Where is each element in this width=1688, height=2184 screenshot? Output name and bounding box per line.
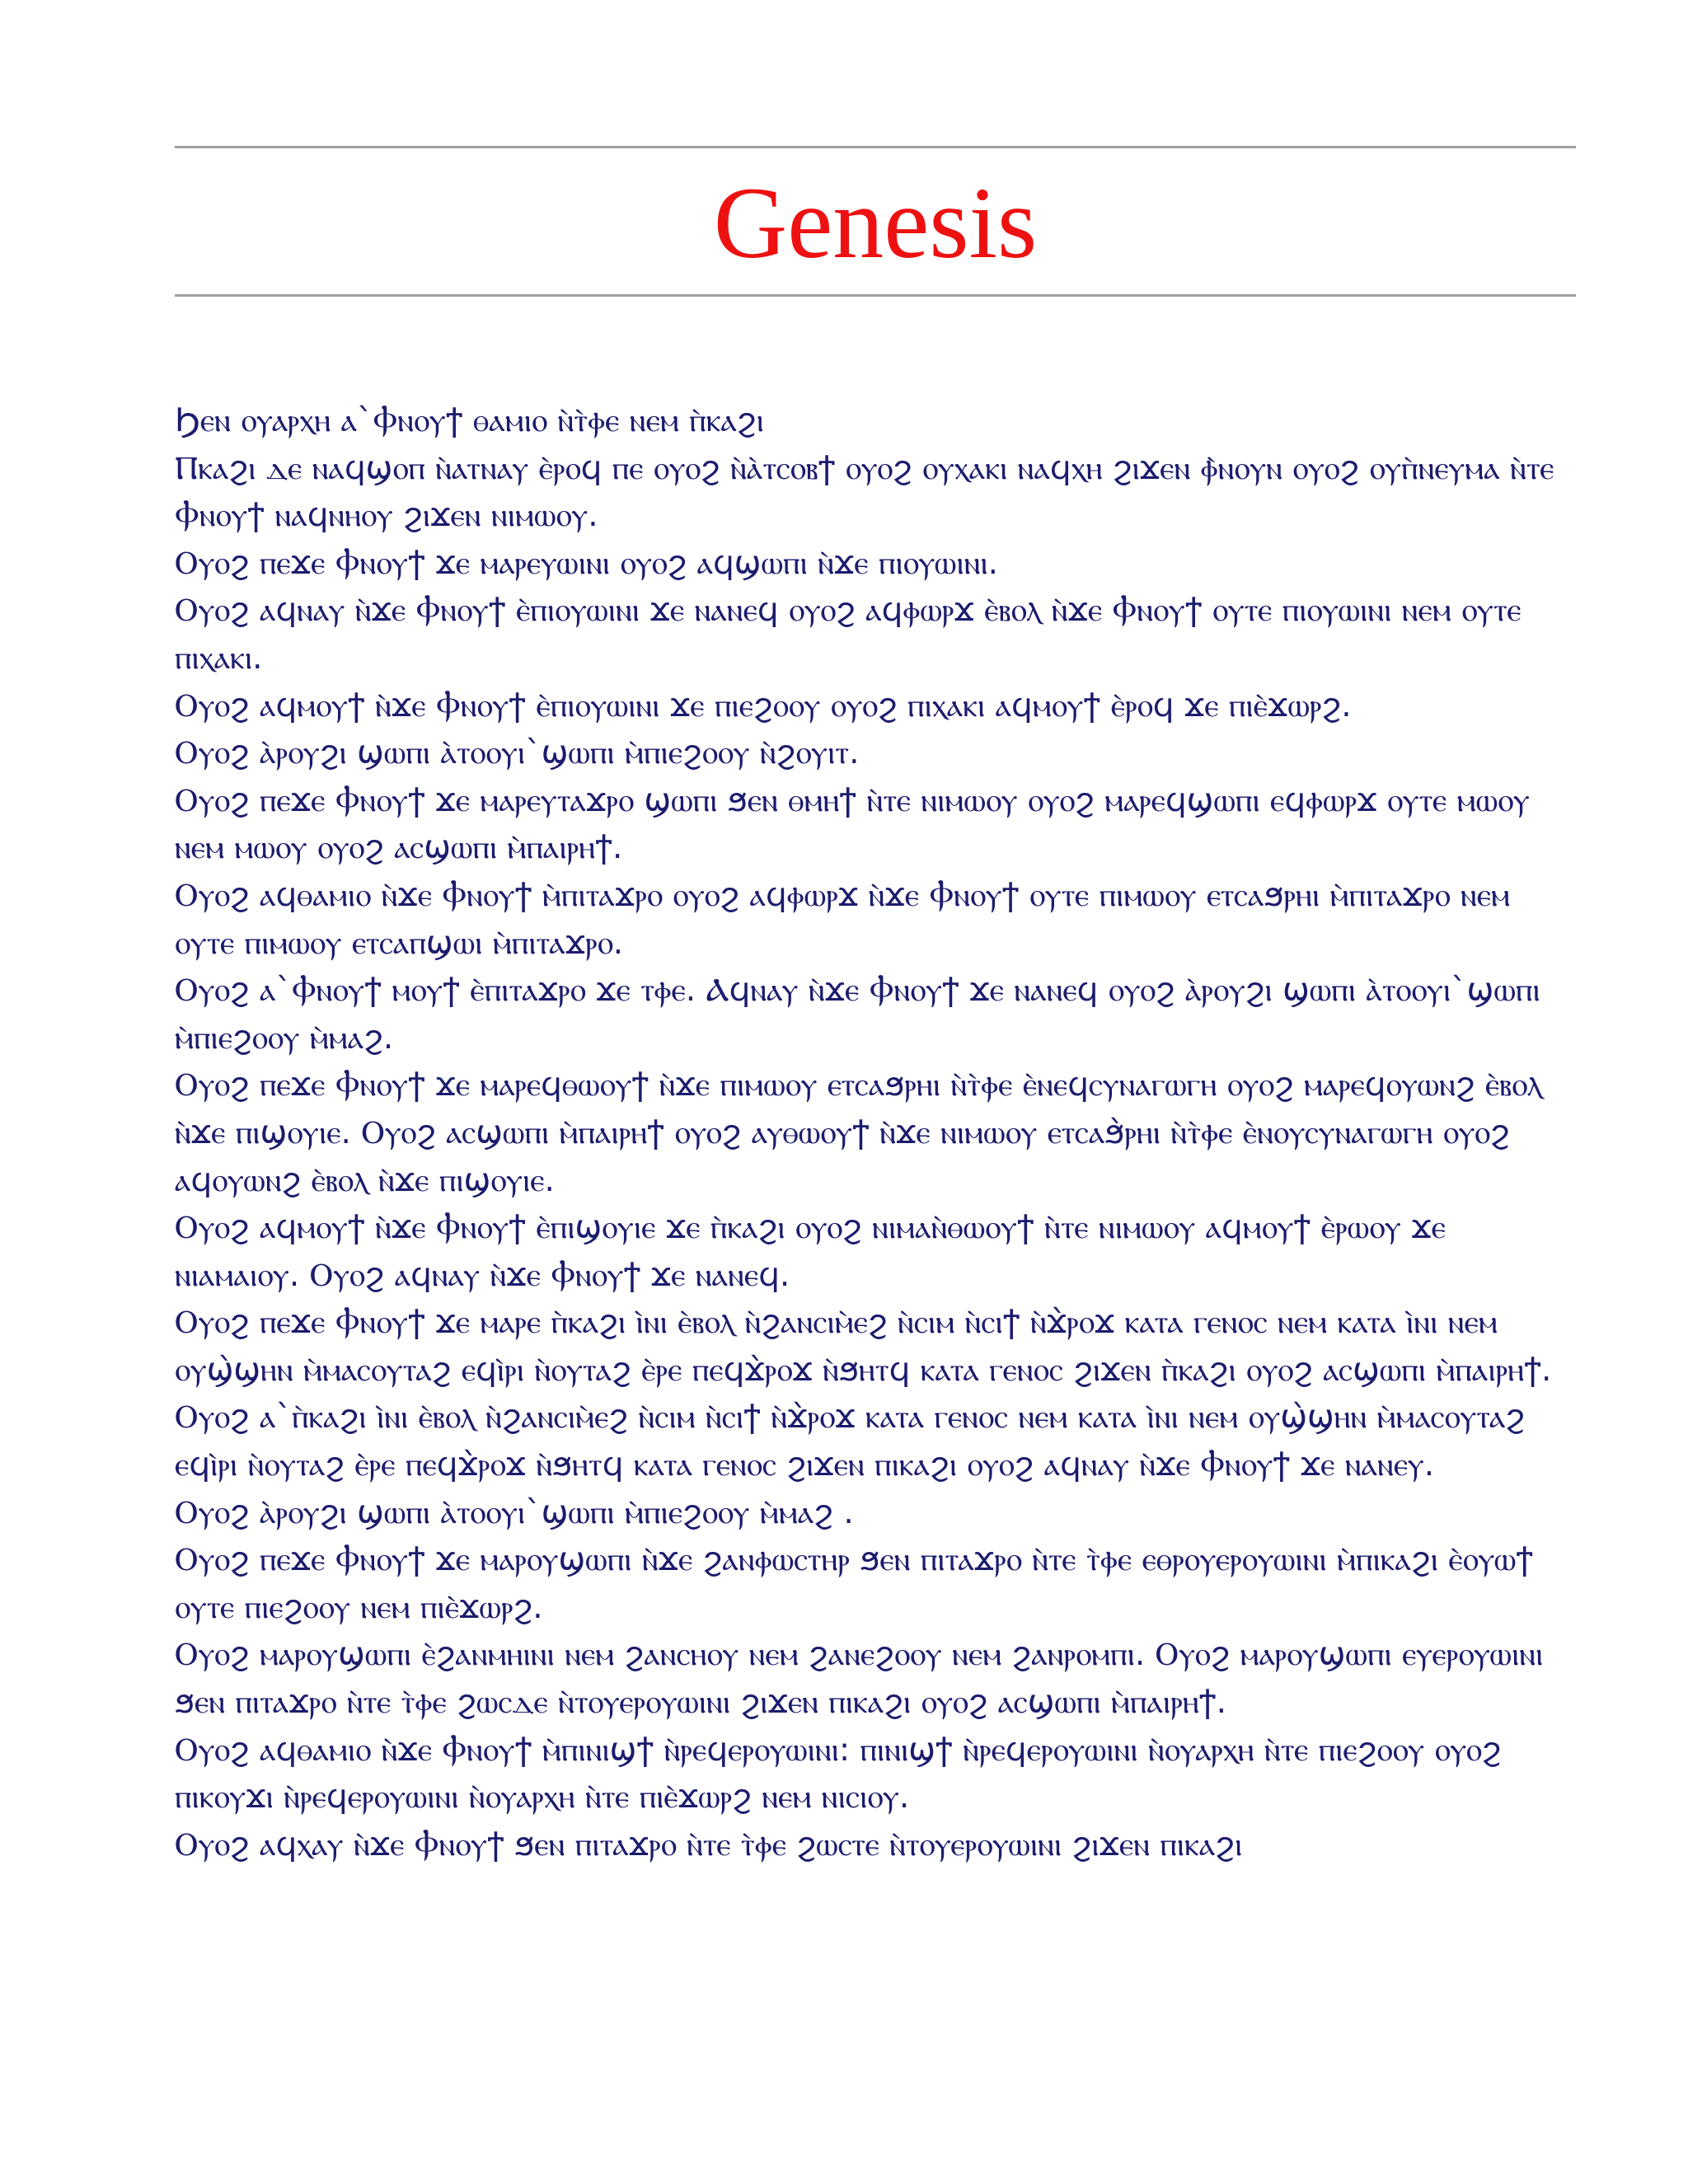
verse-12: Ⲟⲩⲟϩ ⲡⲉϫⲉ Ⲫⲛⲟⲩϯ ϫⲉ ⲙⲁⲣⲉ ⲡ̀ⲕⲁϩⲓ ⲓ̀ⲛⲓ ⲉ̀ⲃⲟⲗ ⲛ̀ϩⲁⲛⲥⲓⲙ̀ⲉϩ ⲛ̀ⲥⲓⲙ ⲛ̀ⲥⲓϯ ⲛ̀ϫ̀ⲣⲟϫ ⲕⲁⲧⲁ ⲅⲉⲛⲟⲥ ⲛⲉⲙ ⲕⲁⲧⲁ ⲓ̀ⲛⲓ ⲛⲉⲙ ⲟⲩϣ̀ϣⲏⲛ ⲙ̀ⲙⲁⲥⲟⲩⲧⲁϩ ⲉϥⲓ̀ⲣⲓ ⲛ̀ⲟⲩⲧⲁϩ ⲉ̀ⲣⲉ ⲡⲉϥϫ̀ⲣⲟϫ ⲛ̀ϧⲏⲧϥ ⲕⲁⲧⲁ ⲅⲉⲛⲟⲥ ϩⲓϫⲉⲛ ⲡ̀ⲕⲁϩⲓ ⲟⲩⲟϩ ⲁⲥϣⲱⲡⲓ ⲙ̀ⲡⲁⲓⲣⲏϯ.	[175, 1304, 1552, 1389]
verse-14: Ⲟⲩⲟϩ ⲁ̀ⲣⲟⲩϩⲓ ϣⲱⲡⲓ ⲁ̀ⲧⲟⲟⲩⲓ`ϣⲱⲡⲓ ⲙ̀ⲡⲓⲉϩⲟⲟⲩ ⲙ̀ⲙⲁϩ .	[175, 1493, 854, 1531]
verse-13: Ⲟⲩⲟϩ ⲁ`ⲡ̀ⲕⲁϩⲓ ⲓ̀ⲛⲓ ⲉ̀ⲃⲟⲗ ⲛ̀ϩⲁⲛⲥⲓⲙ̀ⲉϩ ⲛ̀ⲥⲓⲙ ⲛ̀ⲥⲓϯ ⲛ̀ϫ̀ⲣⲟϫ ⲕⲁⲧⲁ ⲅⲉⲛⲟⲥ ⲛⲉⲙ ⲕⲁⲧⲁ ⲓ̀ⲛⲓ ⲛⲉⲙ ⲟⲩϣ̀ϣⲏⲛ ⲙ̀ⲙⲁⲥⲟⲩⲧⲁϩ ⲉϥⲓ̀ⲣⲓ ⲛ̀ⲟⲩⲧⲁϩ ⲉ̀ⲣⲉ ⲡⲉϥϫ̀ⲣⲟϫ ⲛ̀ϧⲏⲧϥ ⲕⲁⲧⲁ ⲅⲉⲛⲟⲥ ϩⲓϫⲉⲛ ⲡⲓⲕⲁϩⲓ ⲟⲩⲟϩ ⲁϥⲛⲁⲩ ⲛ̀ϫⲉ Ⲫⲛⲟⲩϯ ϫⲉ ⲛⲁⲛⲉⲩ.	[175, 1399, 1526, 1484]
verse-4: Ⲟⲩⲟϩ ⲁϥⲛⲁⲩ ⲛ̀ϫⲉ Ⲫⲛⲟⲩϯ ⲉ̀ⲡⲓⲟⲩⲱⲓⲛⲓ ϫⲉ ⲛⲁⲛⲉϥ ⲟⲩⲟϩ ⲁϥⲫⲱⲣϫ ⲉ̀ⲃⲟⲗ ⲛ̀ϫⲉ Ⲫⲛⲟⲩϯ ⲟⲩⲧⲉ ⲡⲓⲟⲩⲱⲓⲛⲓ ⲛⲉⲙ ⲟⲩⲧⲉ ⲡⲓⲭⲁⲕⲓ.	[175, 592, 1522, 677]
verse-1: Ϧⲉⲛ ⲟⲩⲁⲣⲭⲏ ⲁ`Ⲫⲛⲟⲩϯ ⲑⲁⲙⲓⲟ ⲛ̀ⲧ̀ⲫⲉ ⲛⲉⲙ ⲡ̀ⲕⲁϩⲓ	[175, 402, 764, 439]
verse-2: Ⲡⲕⲁϩⲓ ⲇⲉ ⲛⲁϥϣⲟⲡ ⲛ̀ⲁⲧⲛⲁⲩ ⲉ̀ⲣⲟϥ ⲡⲉ ⲟⲩⲟϩ ⲛ̀ⲁ̀ⲧⲥⲟⲃϯ ⲟⲩⲟϩ ⲟⲩⲭⲁⲕⲓ ⲛⲁϥⲭⲏ ϩⲓϫⲉⲛ ⲫ̀ⲛⲟⲩⲛ ⲟⲩⲟϩ ⲟⲩⲡ̀ⲛⲉⲩⲙⲁ ⲛ̀ⲧⲉ Ⲫⲛⲟⲩϯ ⲛⲁϥⲛⲏⲟⲩ ϩⲓϫⲉⲛ ⲛⲓⲙⲱⲟⲩ.	[175, 449, 1554, 535]
verse-6: Ⲟⲩⲟϩ ⲁ̀ⲣⲟⲩϩⲓ ϣⲱⲡⲓ ⲁ̀ⲧⲟⲟⲩⲓ`ϣⲱⲡⲓ ⲙ̀ⲡⲓⲉϩⲟⲟⲩ ⲛ̀ϩⲟⲩⲓⲧ.	[175, 734, 860, 772]
verse-11: Ⲟⲩⲟϩ ⲁϥⲙⲟⲩϯ ⲛ̀ϫⲉ Ⲫⲛⲟⲩϯ ⲉ̀ⲡⲓϣⲟⲩⲓⲉ ϫⲉ ⲡ̀ⲕⲁϩⲓ ⲟⲩⲟϩ ⲛⲓⲙⲁⲛ̀ⲑⲱⲟⲩϯ ⲛ̀ⲧⲉ ⲛⲓⲙⲱⲟⲩ ⲁϥⲙⲟⲩϯ ⲉ̀ⲣⲱⲟⲩ ϫⲉ ⲛⲓⲁⲙⲁⲓⲟⲩ. Ⲟⲩⲟϩ ⲁϥⲛⲁⲩ ⲛ̀ϫⲉ Ⲫⲛⲟⲩϯ ϫⲉ ⲛⲁⲛⲉϥ.	[175, 1209, 1446, 1294]
verse-7: Ⲟⲩⲟϩ ⲡⲉϫⲉ Ⲫⲛⲟⲩϯ ϫⲉ ⲙⲁⲣⲉⲩⲧⲁϫⲣⲟ ϣⲱⲡⲓ ϧⲉⲛ ⲑⲙⲏϯ ⲛ̀ⲧⲉ ⲛⲓⲙⲱⲟⲩ ⲟⲩⲟϩ ⲙⲁⲣⲉϥϣⲱⲡⲓ ⲉϥⲫⲱⲣϫ ⲟⲩⲧⲉ ⲙⲱⲟⲩ ⲛⲉⲙ ⲙⲱⲟⲩ ⲟⲩⲟϩ ⲁⲥϣⲱⲡⲓ ⲙ̀ⲡⲁⲓⲣⲏϯ.	[175, 781, 1530, 867]
verse-9: Ⲟⲩⲟϩ ⲁ`Ⲫⲛⲟⲩϯ ⲙⲟⲩϯ ⲉ̀ⲡⲓⲧⲁϫⲣⲟ ϫⲉ ⲧⲫⲉ. Ⲁϥⲛⲁⲩ ⲛ̀ϫⲉ Ⲫⲛⲟⲩϯ ϫⲉ ⲛⲁⲛⲉϥ ⲟⲩⲟϩ ⲁ̀ⲣⲟⲩϩⲓ ϣⲱⲡⲓ ⲁ̀ⲧⲟⲟⲩⲓ`ϣⲱⲡⲓ ⲙ̀ⲡⲓⲉϩⲟⲟⲩ ⲙ̀ⲙⲁϩ.	[175, 972, 1540, 1057]
verse-5: Ⲟⲩⲟϩ ⲁϥⲙⲟⲩϯ ⲛ̀ϫⲉ Ⲫⲛⲟⲩϯ ⲉ̀ⲡⲓⲟⲩⲱⲓⲛⲓ ϫⲉ ⲡⲓⲉϩⲟⲟⲩ ⲟⲩⲟϩ ⲡⲓⲭⲁⲕⲓ ⲁϥⲙⲟⲩϯ ⲉ̀ⲣⲟϥ ϫⲉ ⲡⲓⲉ̀ϫⲱⲣϩ.	[175, 687, 1352, 724]
top-divider	[175, 146, 1576, 148]
verse-17: Ⲟⲩⲟϩ ⲁϥⲑⲁⲙⲓⲟ ⲛ̀ϫⲉ Ⲫⲛⲟⲩϯ ⲙ̀ⲡⲓⲛⲓϣϯ ⲛ̀ⲣⲉϥⲉⲣⲟⲩⲱⲓⲛⲓ: ⲡⲓⲛⲓϣϯ ⲛ̀ⲣⲉϥⲉⲣⲟⲩⲱⲓⲛⲓ ⲛ̀ⲟⲩⲁⲣⲭⲏ ⲛ̀ⲧⲉ ⲡⲓⲉϩⲟⲟⲩ ⲟⲩⲟϩ ⲡⲓⲕⲟⲩϫⲓ ⲛ̀ⲣⲉϥⲉⲣⲟⲩⲱⲓⲛⲓ ⲛ̀ⲟⲩⲁⲣⲭⲏ ⲛ̀ⲧⲉ ⲡⲓⲉ̀ϫⲱⲣϩ ⲛⲉⲙ ⲛⲓⲥⲓⲟⲩ.	[175, 1731, 1502, 1816]
verse-3: Ⲟⲩⲟϩ ⲡⲉϫⲉ Ⲫⲛⲟⲩϯ ϫⲉ ⲙⲁⲣⲉⲩⲱⲓⲛⲓ ⲟⲩⲟϩ ⲁϥϣⲱⲡⲓ ⲛ̀ϫⲉ ⲡⲓⲟⲩⲱⲓⲛⲓ.	[175, 544, 999, 582]
page-title: Genesis	[713, 166, 1038, 279]
scripture-text	[175, 397, 1576, 1868]
verse-10: Ⲟⲩⲟϩ ⲡⲉϫⲉ Ⲫⲛⲟⲩϯ ϫⲉ ⲙⲁⲣⲉϥⲑⲱⲟⲩϯ ⲛ̀ϫⲉ ⲡⲓⲙⲱⲟⲩ ⲉⲧⲥⲁϧⲣⲏⲓ ⲛ̀ⲧ̀ⲫⲉ ⲉ̀ⲛⲉϥⲥⲩⲛⲁⲅⲱⲅⲏ ⲟⲩⲟϩ ⲙⲁⲣⲉϥⲟⲩⲱⲛϩ ⲉ̀ⲃⲟⲗ ⲛ̀ϫⲉ ⲡⲓϣⲟⲩⲓⲉ. Ⲟⲩⲟϩ ⲁⲥϣⲱⲡⲓ ⲙ̀ⲡⲁⲓⲣⲏϯ ⲟⲩⲟϩ ⲁⲩⲑⲱⲟⲩϯ ⲛ̀ϫⲉ ⲛⲓⲙⲱⲟⲩ ⲉⲧⲥⲁϧ̀ⲣⲏⲓ ⲛ̀ⲧ̀ⲫⲉ ⲉ̀ⲛⲟⲩⲥⲩⲛⲁⲅⲱⲅⲏ ⲟⲩⲟϩ ⲁϥⲟⲩⲱⲛϩ ⲉ̀ⲃⲟⲗ ⲛ̀ϫⲉ ⲡⲓϣⲟⲩⲓⲉ.	[175, 1066, 1542, 1199]
bottom-divider	[175, 294, 1576, 297]
verse-18: Ⲟⲩⲟϩ ⲁϥⲭⲁⲩ ⲛ̀ϫⲉ Ⲫⲛⲟⲩϯ ϧⲉⲛ ⲡⲓⲧⲁϫⲣⲟ ⲛ̀ⲧⲉ ⲧ̀ⲫⲉ ϩⲱⲥⲧⲉ ⲛ̀ⲧⲟⲩⲉⲣⲟⲩⲱⲓⲛⲓ ϩⲓϫⲉⲛ ⲡⲓⲕⲁϩⲓ	[175, 1825, 1243, 1863]
verse-15: Ⲟⲩⲟϩ ⲡⲉϫⲉ Ⲫⲛⲟⲩϯ ϫⲉ ⲙⲁⲣⲟⲩϣⲱⲡⲓ ⲛ̀ϫⲉ ϩⲁⲛⲫⲱⲥⲧⲏⲣ ϧⲉⲛ ⲡⲓⲧⲁϫⲣⲟ ⲛ̀ⲧⲉ ⲧ̀ⲫⲉ ⲉⲑⲣⲟⲩⲉⲣⲟⲩⲱⲓⲛⲓ ⲙ̀ⲡⲓⲕⲁϩⲓ ⲉ̀ⲟⲩⲱϯ ⲟⲩⲧⲉ ⲡⲓⲉϩⲟⲟⲩ ⲛⲉⲙ ⲡⲓⲉ̀ϫⲱⲣϩ.	[175, 1541, 1534, 1626]
verse-8: Ⲟⲩⲟϩ ⲁϥⲑⲁⲙⲓⲟ ⲛ̀ϫⲉ Ⲫⲛⲟⲩϯ ⲙ̀ⲡⲓⲧⲁϫⲣⲟ ⲟⲩⲟϩ ⲁϥⲫⲱⲣϫ ⲛ̀ϫⲉ Ⲫⲛⲟⲩϯ ⲟⲩⲧⲉ ⲡⲓⲙⲱⲟⲩ ⲉⲧⲥⲁϧⲣⲏⲓ ⲙ̀ⲡⲓⲧⲁϫⲣⲟ ⲛⲉⲙ ⲟⲩⲧⲉ ⲡⲓⲙⲱⲟⲩ ⲉⲧⲥⲁⲡϣⲱⲓ ⲙ̀ⲡⲓⲧⲁϫⲣⲟ.	[175, 876, 1511, 962]
verse-16: Ⲟⲩⲟϩ ⲙⲁⲣⲟⲩϣⲱⲡⲓ ⲉ̀ϩⲁⲛⲙⲏⲓⲛⲓ ⲛⲉⲙ ϩⲁⲛⲥⲏⲟⲩ ⲛⲉⲙ ϩⲁⲛⲉϩⲟⲟⲩ ⲛⲉⲙ ϩⲁⲛⲣⲟⲙⲡⲓ. Ⲟⲩⲟϩ ⲙⲁⲣⲟⲩϣⲱⲡⲓ ⲉⲩⲉⲣⲟⲩⲱⲓⲛⲓ ϧⲉⲛ ⲡⲓⲧⲁϫⲣⲟ ⲛ̀ⲧⲉ ⲧ̀ⲫⲉ ϩⲱⲥⲇⲉ ⲛ̀ⲧⲟⲩⲉⲣⲟⲩⲱⲓⲛⲓ ϩⲓϫⲉⲛ ⲡⲓⲕⲁϩⲓ ⲟⲩⲟϩ ⲁⲥϣⲱⲡⲓ ⲙ̀ⲡⲁⲓⲣⲏϯ.	[175, 1636, 1544, 1722]
